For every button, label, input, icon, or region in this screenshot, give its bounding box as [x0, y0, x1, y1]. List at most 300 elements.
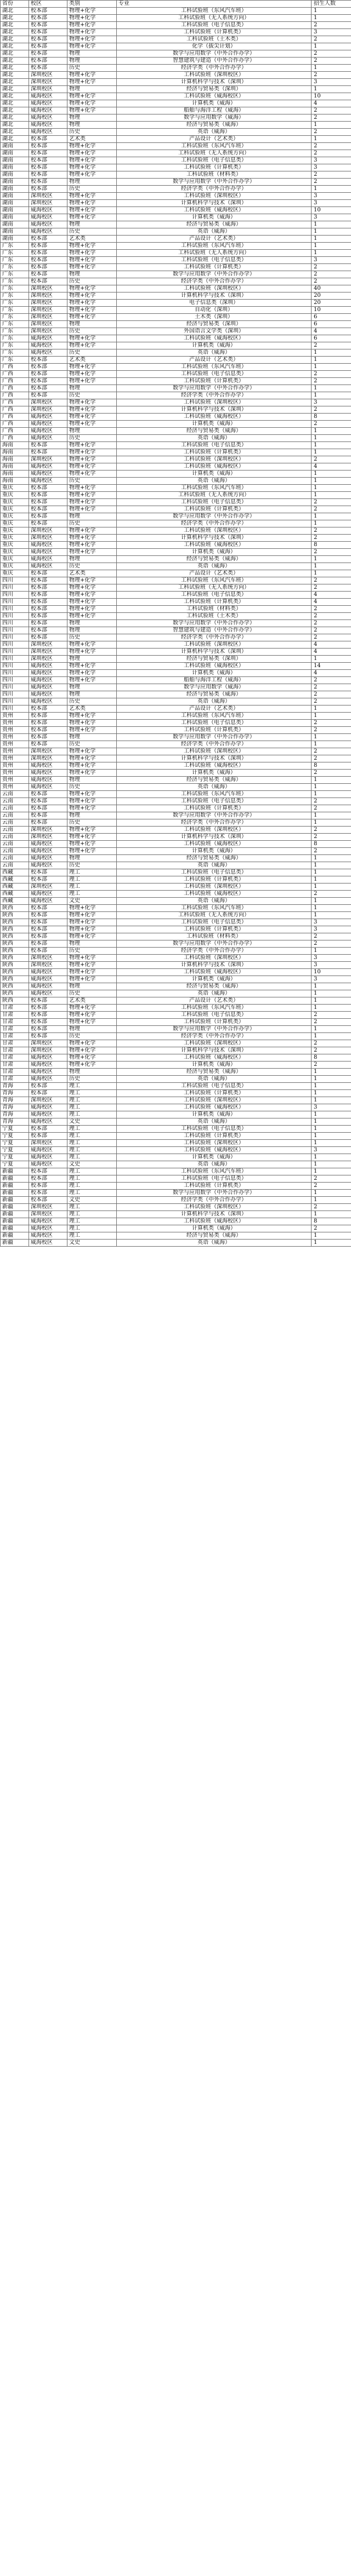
cell-major: 计算机类（威海）	[117, 848, 312, 855]
cell-enrollment-count: 2	[312, 114, 351, 122]
table-row	[1, 1076, 351, 1083]
cell-enrollment-count: 2	[312, 1204, 351, 1211]
cell-enrollment-count: 1	[312, 1090, 351, 1097]
cell-enrollment-count: 2	[312, 1040, 351, 1047]
cell-province: 甘肃	[1, 1069, 29, 1076]
cell-province: 新疆	[1, 1218, 29, 1225]
cell-subject-category: 理工	[67, 1218, 117, 1225]
cell-subject-category: 物理+化学	[67, 1012, 117, 1019]
table-row	[1, 1097, 351, 1104]
cell-campus: 校本部	[29, 940, 67, 948]
cell-major: 工科试验班（威海校区）	[117, 463, 312, 471]
cell-subject-category: 文史	[67, 1197, 117, 1204]
cell-campus: 威海校区	[29, 777, 67, 784]
cell-province: 海南	[1, 449, 29, 456]
cell-campus: 校本部	[29, 1090, 67, 1097]
cell-province: 新疆	[1, 1168, 29, 1175]
cell-enrollment-count: 2	[312, 584, 351, 592]
cell-subject-category: 物理+化学	[67, 827, 117, 834]
cell-province: 湖南	[1, 193, 29, 200]
cell-subject-category: 文史	[67, 898, 117, 905]
cell-subject-category: 历史	[67, 186, 117, 193]
cell-campus: 深圳校区	[29, 656, 67, 663]
cell-province: 广东	[1, 321, 29, 328]
cell-major: 计算机科学与技术（深圳）	[117, 406, 312, 414]
cell-enrollment-count: 2	[312, 107, 351, 114]
cell-subject-category: 物理+化学	[67, 463, 117, 471]
cell-subject-category: 历史	[67, 819, 117, 827]
table-header	[1, 1, 351, 8]
cell-major: 计算机类（威海）	[117, 342, 312, 349]
cell-campus: 校本部	[29, 627, 67, 634]
cell-campus: 威海校区	[29, 414, 67, 421]
cell-province: 四川	[1, 613, 29, 620]
cell-campus: 校本部	[29, 1183, 67, 1190]
cell-subject-category: 物理	[67, 556, 117, 563]
cell-major: 工科试验班（威海校区）	[117, 414, 312, 421]
table-row	[1, 485, 351, 492]
table-row	[1, 976, 351, 983]
cell-enrollment-count: 2	[312, 527, 351, 535]
cell-campus: 校本部	[29, 905, 67, 912]
cell-province: 广东	[1, 292, 29, 300]
cell-province: 四川	[1, 684, 29, 691]
cell-campus: 威海校区	[29, 471, 67, 478]
cell-major: 工科试验班（材料类）	[117, 606, 312, 613]
cell-campus: 威海校区	[29, 93, 67, 100]
cell-province: 广东	[1, 243, 29, 250]
cell-major: 工科试验班（电子信息类）	[117, 22, 312, 29]
cell-major: 工科试验班（电子信息类）	[117, 371, 312, 378]
cell-campus: 深圳校区	[29, 307, 67, 314]
cell-subject-category: 理工	[67, 876, 117, 883]
cell-province: 湖南	[1, 164, 29, 171]
cell-subject-category: 物理+化学	[67, 29, 117, 36]
table-row	[1, 1183, 351, 1190]
cell-campus: 校本部	[29, 364, 67, 371]
table-row	[1, 777, 351, 784]
table-row	[1, 641, 351, 649]
cell-campus: 威海校区	[29, 663, 67, 670]
table-row	[1, 791, 351, 798]
table-row	[1, 770, 351, 777]
cell-province: 陕西	[1, 962, 29, 969]
cell-subject-category: 物理+化学	[67, 542, 117, 549]
cell-major: 计算机科学与技术（深圳）	[117, 834, 312, 841]
cell-province: 云南	[1, 855, 29, 862]
cell-subject-category: 理工	[67, 1225, 117, 1232]
cell-enrollment-count: 2	[312, 406, 351, 414]
cell-subject-category: 物理	[67, 114, 117, 122]
cell-enrollment-count: 1	[312, 1190, 351, 1197]
cell-enrollment-count: 3	[312, 926, 351, 933]
cell-subject-category: 历史	[67, 990, 117, 997]
cell-subject-category: 物理+化学	[67, 499, 117, 506]
header-subject-category: 类别	[67, 1, 117, 8]
cell-campus: 校本部	[29, 378, 67, 385]
cell-province: 陕西	[1, 933, 29, 940]
cell-enrollment-count: 1	[312, 122, 351, 129]
cell-subject-category: 物理+化学	[67, 243, 117, 250]
table-body	[1, 8, 351, 1247]
cell-campus: 校本部	[29, 499, 67, 506]
cell-province: 四川	[1, 698, 29, 705]
cell-province: 宁夏	[1, 1126, 29, 1133]
cell-subject-category: 物理	[67, 271, 117, 278]
table-row	[1, 22, 351, 29]
cell-subject-category: 理工	[67, 1154, 117, 1161]
cell-enrollment-count: 1	[312, 556, 351, 563]
cell-subject-category: 物理	[67, 1026, 117, 1033]
table-row	[1, 940, 351, 948]
cell-subject-category: 物理+化学	[67, 371, 117, 378]
cell-province: 贵州	[1, 784, 29, 791]
cell-subject-category: 物理+化学	[67, 727, 117, 734]
cell-campus: 校本部	[29, 385, 67, 392]
cell-province: 湖北	[1, 79, 29, 86]
cell-campus: 校本部	[29, 606, 67, 613]
table-row	[1, 891, 351, 898]
cell-major: 计算机科学与技术（深圳）	[117, 1211, 312, 1218]
cell-enrollment-count: 2	[312, 748, 351, 755]
cell-enrollment-count: 1	[312, 1240, 351, 1247]
cell-enrollment-count: 1	[312, 364, 351, 371]
cell-major: 计算机科学与技术（深圳）	[117, 962, 312, 969]
cell-major: 计算机科学与技术（深圳）	[117, 292, 312, 300]
table-row	[1, 378, 351, 385]
table-row	[1, 919, 351, 926]
cell-province: 广东	[1, 342, 29, 349]
cell-province: 湖北	[1, 107, 29, 114]
table-row	[1, 713, 351, 720]
cell-major: 工科试验班（深圳校区）	[117, 527, 312, 535]
table-row	[1, 321, 351, 328]
cell-campus: 威海校区	[29, 129, 67, 136]
cell-enrollment-count: 1	[312, 1026, 351, 1033]
cell-major: 工科试验班（电子信息类）	[117, 157, 312, 164]
cell-enrollment-count: 14	[312, 663, 351, 670]
cell-enrollment-count: 4	[312, 592, 351, 599]
cell-subject-category: 物理+化学	[67, 442, 117, 449]
cell-province: 新疆	[1, 1240, 29, 1247]
cell-enrollment-count: 1	[312, 819, 351, 827]
cell-province: 重庆	[1, 499, 29, 506]
cell-enrollment-count: 2	[312, 827, 351, 834]
cell-enrollment-count: 1	[312, 442, 351, 449]
table-row	[1, 905, 351, 912]
cell-subject-category: 物理+化学	[67, 93, 117, 100]
cell-subject-category: 理工	[67, 1090, 117, 1097]
table-row	[1, 1232, 351, 1240]
cell-major: 经济与贸易类（威海）	[117, 1232, 312, 1240]
cell-major: 工科试验班（电子信息类）	[117, 919, 312, 926]
cell-subject-category: 艺术类	[67, 997, 117, 1005]
cell-province: 四川	[1, 705, 29, 713]
cell-major: 工科试验班（威海校区）	[117, 969, 312, 976]
cell-province: 四川	[1, 592, 29, 599]
cell-major: 数学与应用数学（中外合作办学）	[117, 1190, 312, 1197]
cell-campus: 校本部	[29, 1019, 67, 1026]
cell-enrollment-count: 1	[312, 1168, 351, 1175]
cell-province: 重庆	[1, 485, 29, 492]
cell-enrollment-count: 1	[312, 990, 351, 997]
cell-major: 英语（威海）	[117, 784, 312, 791]
table-row	[1, 93, 351, 100]
cell-subject-category: 理工	[67, 1111, 117, 1118]
table-row	[1, 1040, 351, 1047]
cell-subject-category: 物理+化学	[67, 1040, 117, 1047]
cell-campus: 威海校区	[29, 228, 67, 236]
cell-major: 工科试验班（威海校区）	[117, 207, 312, 214]
cell-subject-category: 物理+化学	[67, 905, 117, 912]
cell-campus: 威海校区	[29, 983, 67, 990]
cell-campus: 深圳校区	[29, 300, 67, 307]
cell-enrollment-count: 1	[312, 1133, 351, 1140]
table-row	[1, 357, 351, 364]
cell-campus: 校本部	[29, 492, 67, 499]
table-row	[1, 150, 351, 157]
table-row	[1, 784, 351, 791]
cell-subject-category: 物理+化学	[67, 15, 117, 22]
cell-campus: 威海校区	[29, 677, 67, 684]
cell-enrollment-count: 2	[312, 549, 351, 556]
table-row	[1, 734, 351, 741]
cell-subject-category: 物理+化学	[67, 485, 117, 492]
cell-province: 广西	[1, 392, 29, 399]
cell-major: 电子信息类（深圳）	[117, 300, 312, 307]
cell-enrollment-count: 2	[312, 1019, 351, 1026]
cell-enrollment-count: 1	[312, 513, 351, 520]
cell-campus: 校本部	[29, 179, 67, 186]
table-row	[1, 171, 351, 179]
cell-enrollment-count: 2	[312, 499, 351, 506]
table-row	[1, 577, 351, 584]
cell-province: 广西	[1, 421, 29, 428]
cell-subject-category: 物理	[67, 691, 117, 698]
cell-campus: 校本部	[29, 485, 67, 492]
cell-campus: 深圳校区	[29, 748, 67, 755]
cell-major: 工科试验班（电子信息类）	[117, 1126, 312, 1133]
cell-enrollment-count: 2	[312, 933, 351, 940]
cell-campus: 校本部	[29, 1005, 67, 1012]
cell-enrollment-count: 2	[312, 834, 351, 841]
cell-campus: 深圳校区	[29, 755, 67, 762]
cell-province: 重庆	[1, 556, 29, 563]
cell-enrollment-count: 10	[312, 969, 351, 976]
cell-campus: 校本部	[29, 171, 67, 179]
cell-major: 工科试验班（计算机类）	[117, 449, 312, 456]
cell-province: 广西	[1, 371, 29, 378]
cell-subject-category: 物理+化学	[67, 535, 117, 542]
cell-enrollment-count: 1	[312, 876, 351, 883]
cell-campus: 校本部	[29, 720, 67, 727]
table-row	[1, 114, 351, 122]
cell-subject-category: 物理	[67, 221, 117, 228]
cell-subject-category: 物理	[67, 122, 117, 129]
cell-subject-category: 物理+化学	[67, 976, 117, 983]
table-row	[1, 200, 351, 207]
cell-province: 陕西	[1, 955, 29, 962]
cell-campus: 深圳校区	[29, 527, 67, 535]
table-row	[1, 292, 351, 300]
cell-enrollment-count: 4	[312, 328, 351, 335]
cell-enrollment-count: 2	[312, 278, 351, 285]
cell-subject-category: 理工	[67, 1097, 117, 1104]
table-row	[1, 1161, 351, 1168]
cell-enrollment-count: 2	[312, 770, 351, 777]
table-row	[1, 1126, 351, 1133]
cell-province: 广东	[1, 264, 29, 271]
cell-enrollment-count: 1	[312, 656, 351, 663]
cell-campus: 校本部	[29, 1126, 67, 1133]
cell-campus: 校本部	[29, 278, 67, 285]
cell-major: 经济与贸易类（威海）	[117, 428, 312, 435]
cell-province: 贵州	[1, 713, 29, 720]
cell-enrollment-count: 8	[312, 542, 351, 549]
cell-major: 英语（威海）	[117, 478, 312, 485]
cell-campus: 校本部	[29, 819, 67, 827]
cell-subject-category: 物理+化学	[67, 641, 117, 649]
table-row	[1, 236, 351, 243]
cell-enrollment-count: 2	[312, 264, 351, 271]
cell-province: 广西	[1, 428, 29, 435]
cell-campus: 威海校区	[29, 1076, 67, 1083]
cell-province: 云南	[1, 862, 29, 869]
cell-major: 计算机科学与技术（深圳）	[117, 1047, 312, 1054]
table-row	[1, 898, 351, 905]
cell-enrollment-count: 2	[312, 684, 351, 691]
cell-campus: 校本部	[29, 143, 67, 150]
table-row	[1, 620, 351, 627]
cell-subject-category: 物理+化学	[67, 378, 117, 385]
table-row	[1, 1168, 351, 1175]
cell-campus: 深圳校区	[29, 200, 67, 207]
table-row	[1, 1154, 351, 1161]
table-row	[1, 599, 351, 606]
cell-province: 西藏	[1, 891, 29, 898]
cell-subject-category: 物理+化学	[67, 406, 117, 414]
cell-enrollment-count: 3	[312, 1147, 351, 1154]
cell-subject-category: 物理+化学	[67, 342, 117, 349]
cell-enrollment-count: 2	[312, 378, 351, 385]
cell-campus: 深圳校区	[29, 1140, 67, 1147]
cell-major: 经济与贸易类（威海）	[117, 983, 312, 990]
table-row	[1, 1090, 351, 1097]
cell-major: 工科试验班（材料类）	[117, 171, 312, 179]
table-row	[1, 933, 351, 940]
cell-major: 工科试验班（威海校区）	[117, 542, 312, 549]
cell-subject-category: 物理+化学	[67, 848, 117, 855]
table-row	[1, 364, 351, 371]
cell-province: 四川	[1, 627, 29, 634]
cell-major: 经济学类（中外合作办学）	[117, 948, 312, 955]
cell-campus: 威海校区	[29, 841, 67, 848]
cell-province: 青海	[1, 1097, 29, 1104]
cell-enrollment-count: 1	[312, 471, 351, 478]
cell-enrollment-count: 2	[312, 371, 351, 378]
cell-province: 云南	[1, 841, 29, 848]
cell-campus: 校本部	[29, 912, 67, 919]
table-row	[1, 328, 351, 335]
cell-enrollment-count: 1	[312, 1118, 351, 1126]
table-row	[1, 677, 351, 684]
cell-enrollment-count: 1	[312, 883, 351, 891]
cell-subject-category: 物理+化学	[67, 1054, 117, 1062]
cell-subject-category: 理工	[67, 1211, 117, 1218]
cell-campus: 校本部	[29, 584, 67, 592]
cell-enrollment-count: 1	[312, 570, 351, 577]
cell-enrollment-count: 2	[312, 1175, 351, 1183]
cell-campus: 威海校区	[29, 1118, 67, 1126]
table-row	[1, 314, 351, 321]
cell-major: 产品设计（艺术类）	[117, 997, 312, 1005]
cell-major: 英语（威海）	[117, 698, 312, 705]
cell-enrollment-count: 10	[312, 207, 351, 214]
cell-province: 湖南	[1, 143, 29, 150]
cell-enrollment-count: 1	[312, 1076, 351, 1083]
cell-subject-category: 物理	[67, 86, 117, 93]
cell-province: 广东	[1, 257, 29, 264]
table-row	[1, 143, 351, 150]
cell-enrollment-count: 2	[312, 577, 351, 584]
cell-campus: 深圳校区	[29, 79, 67, 86]
table-row	[1, 257, 351, 264]
table-row	[1, 670, 351, 677]
cell-subject-category: 物理+化学	[67, 606, 117, 613]
cell-major: 经济学类（中外合作办学）	[117, 520, 312, 527]
cell-major: 工科试验班（深圳校区）	[117, 748, 312, 755]
cell-province: 云南	[1, 827, 29, 834]
cell-province: 陕西	[1, 969, 29, 976]
cell-campus: 校本部	[29, 36, 67, 43]
cell-major: 工科试验班（无人系统方向）	[117, 912, 312, 919]
cell-enrollment-count: 2	[312, 58, 351, 65]
cell-subject-category: 历史	[67, 278, 117, 285]
cell-enrollment-count: 3	[312, 29, 351, 36]
cell-enrollment-count: 1	[312, 65, 351, 72]
cell-major: 工科试验班（计算机类）	[117, 29, 312, 36]
cell-major: 工科试验班（东风汽车班）	[117, 143, 312, 150]
cell-enrollment-count: 2	[312, 456, 351, 463]
cell-subject-category: 物理+化学	[67, 43, 117, 50]
cell-major: 产品设计（艺术类）	[117, 136, 312, 143]
cell-province: 广东	[1, 307, 29, 314]
cell-province: 四川	[1, 670, 29, 677]
cell-enrollment-count: 3	[312, 200, 351, 207]
cell-major: 英语（威海）	[117, 1118, 312, 1126]
cell-subject-category: 物理+化学	[67, 919, 117, 926]
cell-major: 工科试验班（东风汽车班）	[117, 1168, 312, 1175]
cell-province: 湖南	[1, 221, 29, 228]
cell-campus: 校本部	[29, 506, 67, 513]
table-row	[1, 613, 351, 620]
cell-campus: 威海校区	[29, 691, 67, 698]
cell-major: 计算机类（威海）	[117, 100, 312, 107]
cell-enrollment-count: 8	[312, 1054, 351, 1062]
cell-province: 湖北	[1, 36, 29, 43]
cell-subject-category: 艺术类	[67, 236, 117, 243]
cell-subject-category: 物理+化学	[67, 414, 117, 421]
cell-major: 智慧建筑与建造（中外合作办学）	[117, 627, 312, 634]
cell-subject-category: 物理+化学	[67, 933, 117, 940]
cell-campus: 威海校区	[29, 1062, 67, 1069]
cell-province: 陕西	[1, 905, 29, 912]
cell-province: 贵州	[1, 734, 29, 741]
cell-campus: 威海校区	[29, 1154, 67, 1161]
cell-major: 数学与应用数学（中外合作办学）	[117, 1026, 312, 1033]
cell-subject-category: 物理+化学	[67, 264, 117, 271]
table-row	[1, 656, 351, 663]
